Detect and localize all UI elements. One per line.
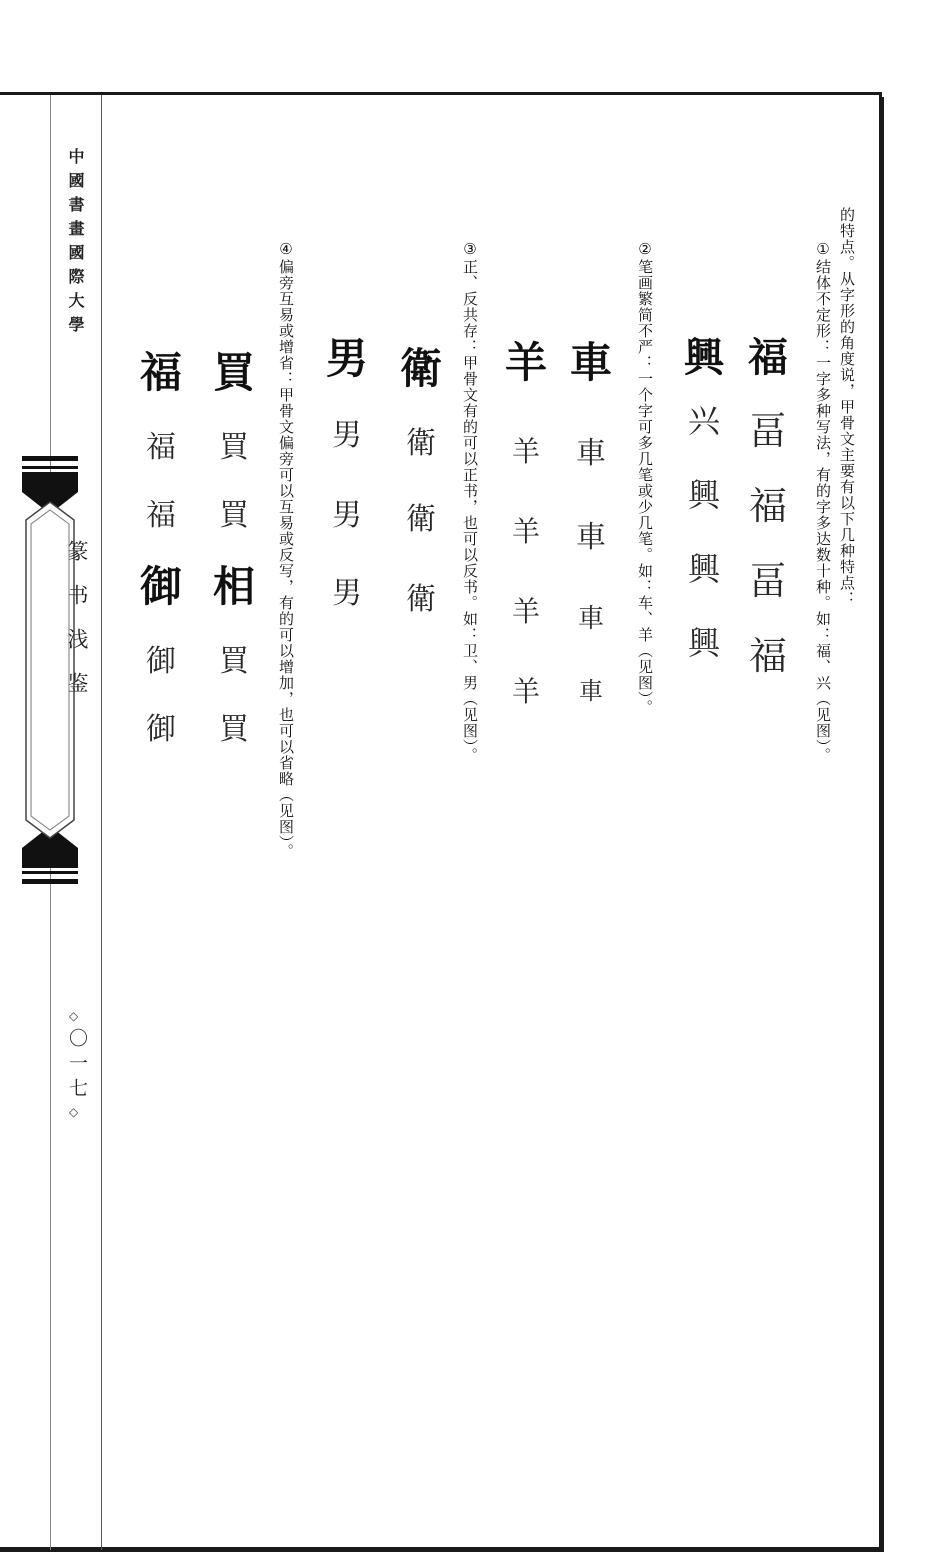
glyph-variant: 羊 [511, 435, 540, 468]
glyph-head: 男 [325, 334, 368, 383]
glyph-variant: 兴 [687, 402, 720, 440]
glyph-variant: 男 [332, 418, 362, 453]
glyph-variant: 衛 [406, 502, 436, 537]
glyph-variant: 興 [687, 476, 720, 514]
glyph-variant: 買 [219, 430, 249, 465]
glyph-variant: 興 [687, 550, 720, 588]
glyph-variant: 羊 [511, 675, 540, 708]
book-title: 篆书浅鉴 [65, 540, 89, 716]
glyph-variant: 買 [219, 498, 249, 533]
glyph-column-che [560, 330, 622, 706]
glyph-variant: 衛 [406, 582, 436, 617]
glyph-head: 福 [139, 348, 182, 397]
glyph-variant: 車 [579, 677, 603, 705]
glyph-variant: 男 [332, 576, 362, 611]
point-4: ④偏旁互易或增省：甲骨文偏旁可以互易或反写，有的可以增加，也可以省略（见图）。 [277, 240, 295, 860]
glyph-column-yang [498, 330, 554, 710]
glyph-head: 車 [569, 338, 612, 387]
glyph-head: 買 [212, 348, 255, 397]
point-2: ②笔画繁简不严：一个字可多几笔或少几笔。如：车、羊（见图）。 [636, 240, 654, 716]
glyph-variant: 御 [139, 562, 182, 611]
ornament-bar [22, 871, 78, 874]
glyph-variant: 車 [576, 520, 606, 555]
diamond-icon: ◇ [69, 1009, 79, 1023]
glyph-column-mai [200, 340, 268, 748]
glyph-column-fu [738, 326, 798, 680]
glyph-variant: 車 [577, 604, 604, 634]
glyph-variant: 御 [146, 644, 176, 679]
glyph-variant: 御 [146, 712, 176, 747]
glyph-column-fu-2 [128, 340, 194, 748]
sidebar-rule-right [101, 95, 102, 1550]
glyph-variant: 福 [748, 484, 787, 528]
glyph-variant: 車 [576, 436, 606, 471]
glyph-variant: 福 [748, 634, 787, 678]
ornament-bar [22, 466, 78, 469]
glyph-head: 福 [748, 334, 788, 381]
page-number: 〇一七 [66, 1028, 88, 1103]
page-frame [0, 92, 882, 1550]
page-frame-right-edge [881, 97, 884, 1552]
glyph-column-nan [316, 326, 378, 612]
glyph-variant: 相 [212, 562, 255, 611]
glyph-head: 衛 [399, 344, 442, 393]
glyph-variant: 畐 [748, 559, 787, 603]
glyph-variant: 男 [332, 498, 362, 533]
glyph-column-xing [674, 326, 734, 664]
glyph-variant: 興 [687, 624, 720, 662]
glyph-variant: 買 [219, 712, 249, 747]
point-1: ①结体不定形：一字多种写法，有的字多达数十种。如：福、兴（见图）。 [814, 240, 832, 764]
glyph-variant: 福 [146, 498, 176, 533]
ornament-bar [22, 879, 78, 884]
school-name: 中國書畫國際大學 [66, 148, 85, 340]
glyph-head: 興 [684, 334, 724, 381]
glyph-variant: 衛 [406, 426, 436, 461]
glyph-variant: 福 [146, 430, 176, 465]
diamond-icon: ◇ [69, 1105, 79, 1119]
glyph-column-wei [388, 336, 454, 618]
ornament-bar [22, 456, 78, 461]
glyph-variant: 畐 [748, 409, 787, 453]
glyph-variant: 買 [219, 644, 249, 679]
glyph-head: 羊 [504, 338, 547, 387]
glyph-variant: 羊 [511, 595, 540, 628]
intro-text: 的特点。从字形的角度说，甲骨文主要有以下几种特点： [838, 207, 856, 607]
point-3: ③正、反共存：甲骨文有的可以正书，也可以反书。如：卫、男（见图）。 [461, 240, 479, 764]
glyph-variant: 羊 [511, 515, 540, 548]
